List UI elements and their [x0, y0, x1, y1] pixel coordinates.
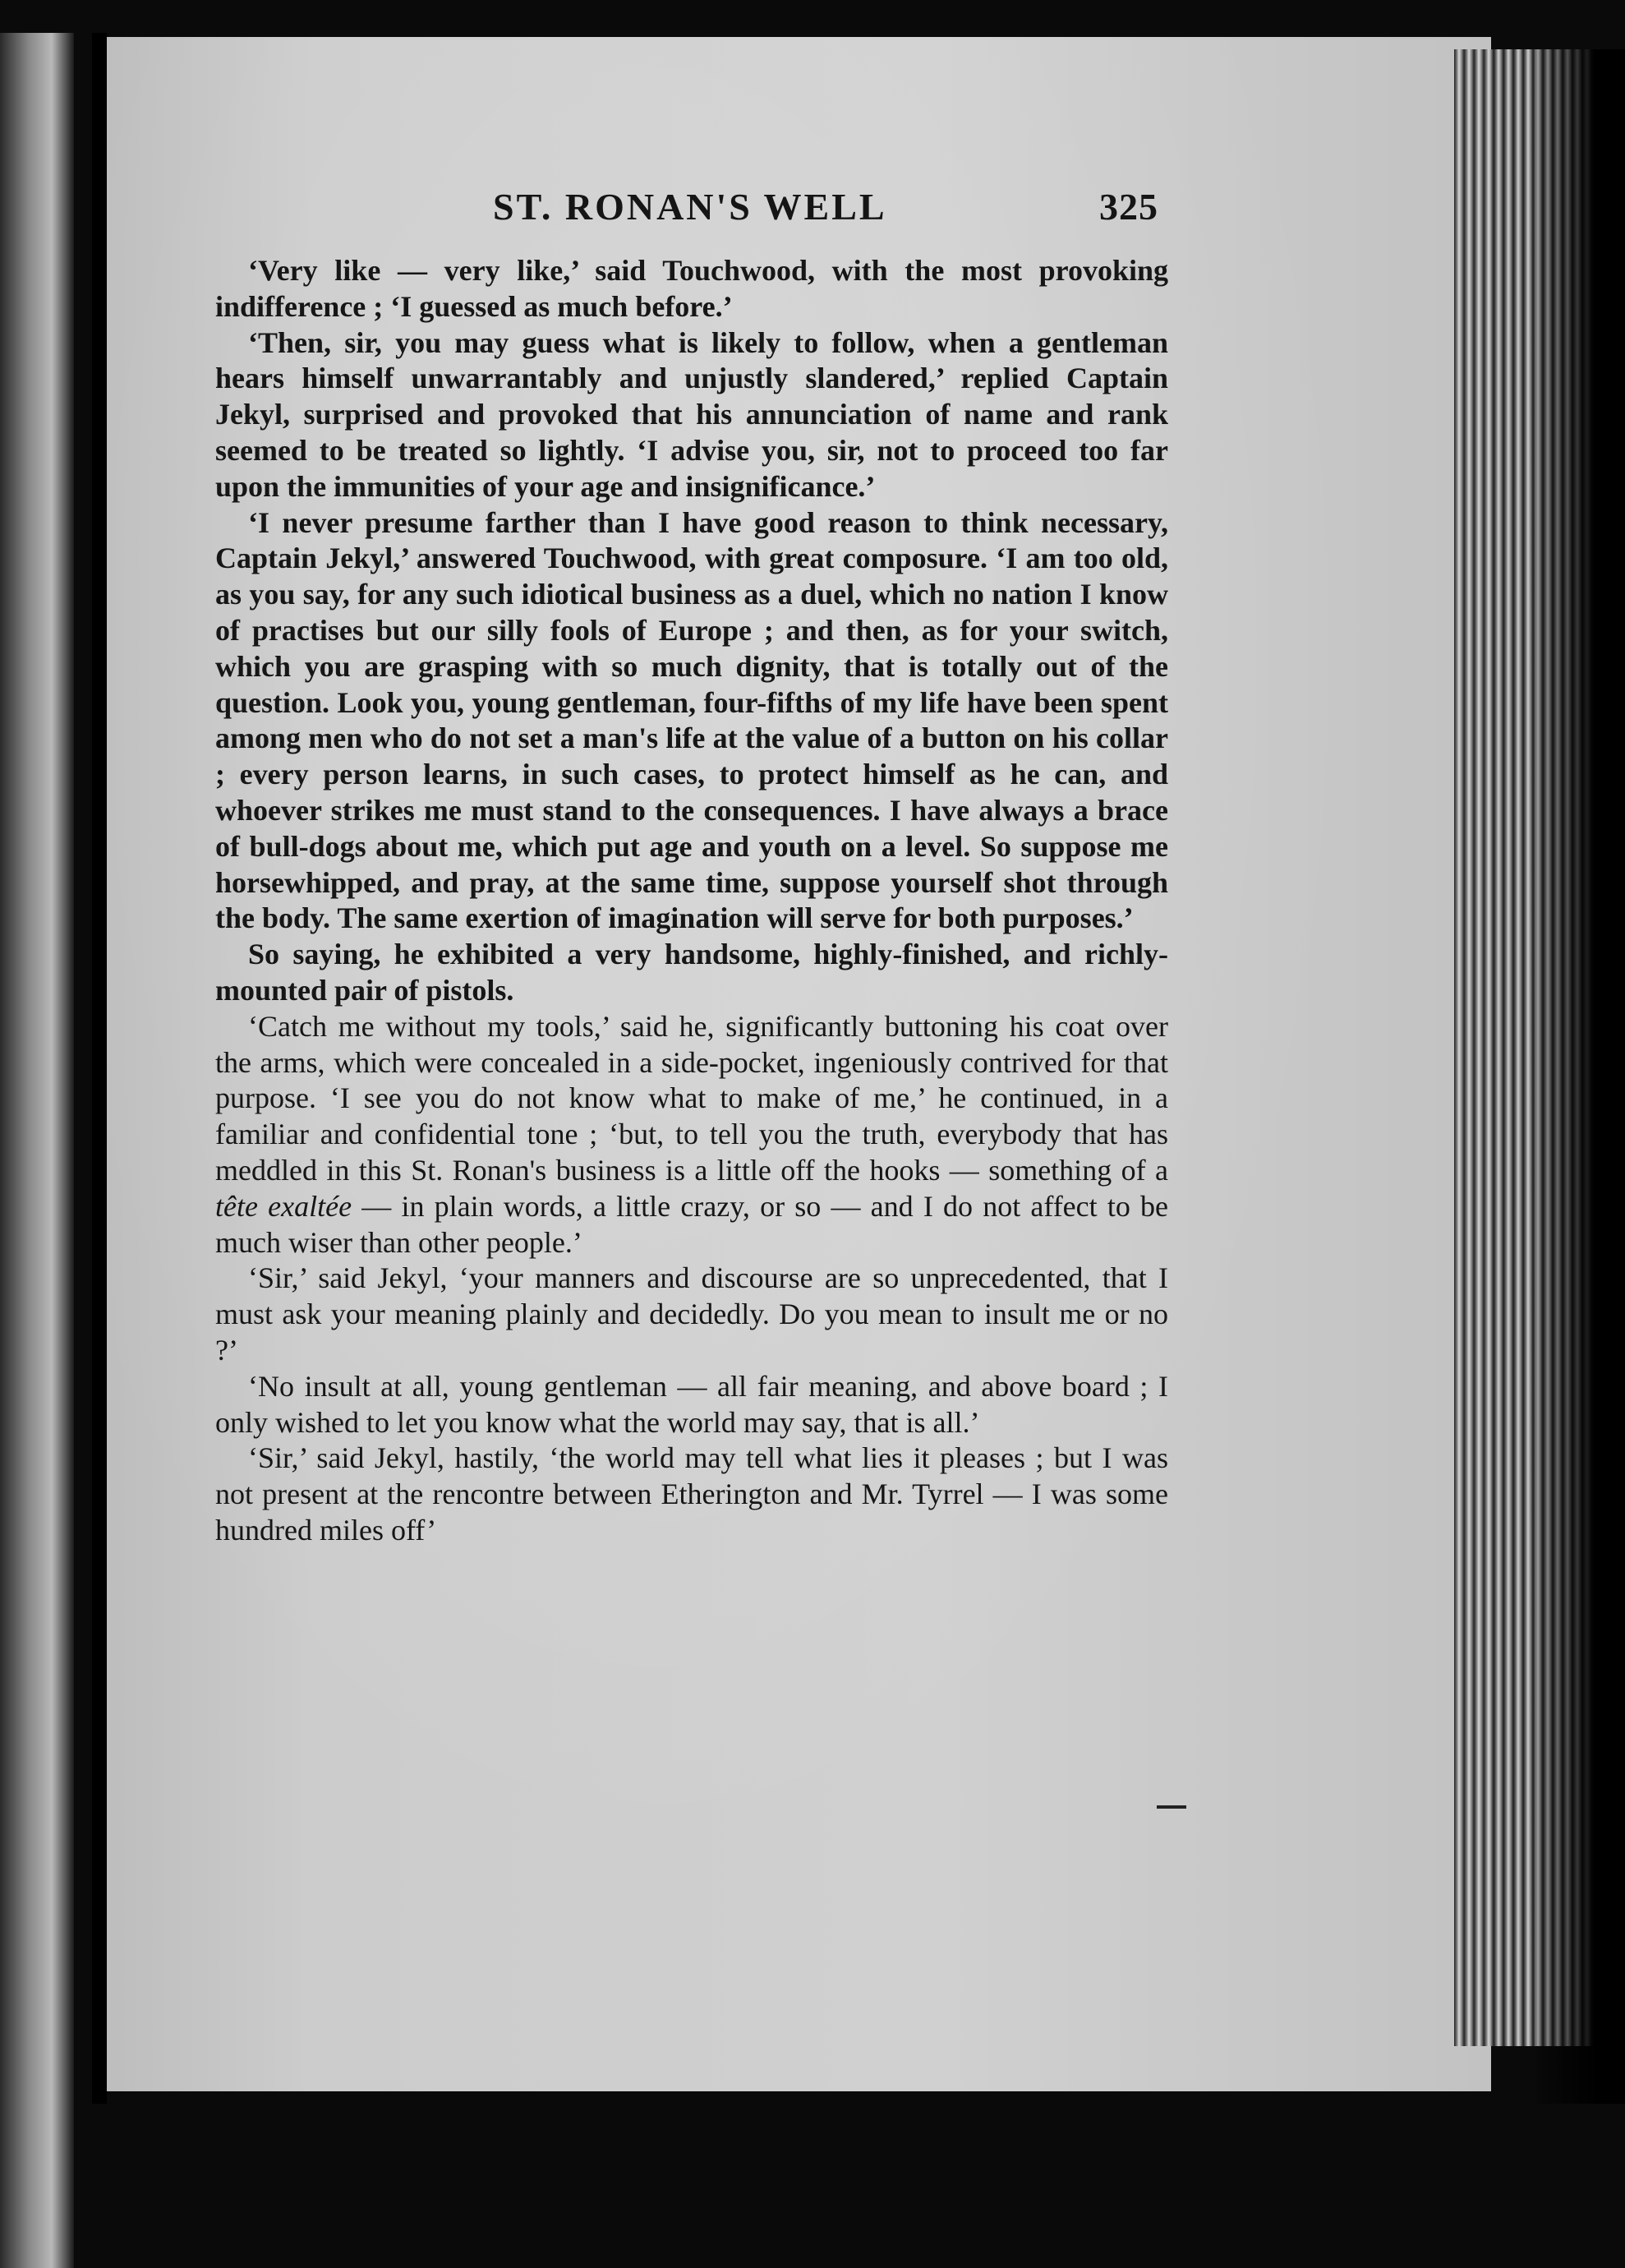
- paragraph-7: ‘No insult at all, young gentleman — all fair meaning, and above board ; I only wished to let you know what the world may say, that is all.’: [215, 1369, 1168, 1439]
- page-gutter: [92, 33, 107, 2104]
- paragraph-2: ‘Then, sir, you may guess what is likely to follow, when a gentleman hears himself unwarrantably and unjustly slandered,’ replied Captain Jekyl, surprised and provoked that his annunciation of name and rank seemed to be treated so lightly. ‘I advise you, sir, not to proceed too far upon the immunities of your age and insignificance.’: [215, 325, 1168, 503]
- body-text: [215, 253, 1168, 1549]
- page-header: [493, 185, 1158, 234]
- paragraph-5-tail: — in plain words, a little crazy, or so — and I do not affect to be much wiser than other people.’: [215, 1189, 1168, 1259]
- page-edges-shadow: [1536, 49, 1625, 2104]
- paragraph-5-text: ‘Catch me without my tools,’ said he, significantly buttoning his coat over the arms, which were concealed in a side-pocket, ingeniously contrived for that purpose. ‘I see you do not know what to make of me,’ he continued, in a familiar and confidential tone ; ‘but, to tell you the truth, everybody that has meddled in this St. Ronan's business is a little off the hooks — something of a: [215, 1009, 1168, 1187]
- previous-page-edge: [0, 33, 74, 2268]
- paragraph-8: ‘Sir,’ said Jekyl, hastily, ‘the world may tell what lies it pleases ; but I was not present at the rencontre between Etherington and Mr. Tyrrel — I was some hundred miles off’: [215, 1441, 1168, 1547]
- page-number: 325: [1099, 186, 1158, 228]
- paragraph-5: [215, 1009, 1168, 1261]
- print-speck: [1157, 1805, 1186, 1809]
- paragraph-1: ‘Very like — very like,’ said Touchwood, with the most provoking indifference ; ‘I guessed as much before.’: [215, 254, 1168, 323]
- paragraph-4: So saying, he exhibited a very handsome, highly-finished, and richly-mounted pair of pistols.: [215, 938, 1168, 1007]
- running-head: ST. RONAN'S WELL: [493, 186, 887, 228]
- foreign-phrase: tête exaltée: [215, 1189, 352, 1223]
- paragraph-3: ‘I never presume farther than I have good reason to think necessary, Captain Jekyl,’ answered Touchwood, with great composure. ‘I am too old, as you say, for any such idiotical business as a duel, which no nation I know of practises but our silly fools of Europe ; and then, as for your switch, which you are grasping with so much dignity, that is totally out of the question. Look you, young gentleman, four-fifths of my life have been spent among men who do not set a man's life at the value of a button on his collar ; every person learns, in such cases, to protect himself as he can, and whoever strikes me must stand to the consequences. I have always a brace of bull-dogs about me, which put age and youth on a level. So suppose me horsewhipped, and pray, at the same time, suppose yourself shot through the body. The same exertion of imagination will serve for both purposes.’: [215, 505, 1168, 935]
- paragraph-6: ‘Sir,’ said Jekyl, ‘your manners and discourse are so unprecedented, that I must ask your meaning plainly and decidedly. Do you mean to insult me or no ?’: [215, 1261, 1168, 1367]
